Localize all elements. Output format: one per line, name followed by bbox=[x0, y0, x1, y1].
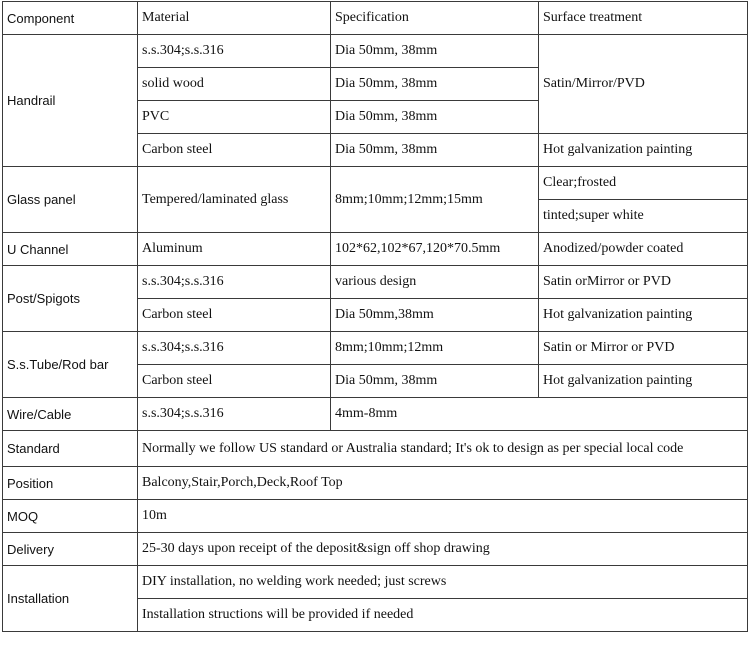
component-delivery: Delivery bbox=[3, 533, 138, 566]
spec-cell: 4mm-8mm bbox=[331, 398, 748, 431]
material-cell: Aluminum bbox=[138, 233, 331, 266]
surface-cell: Satin or Mirror or PVD bbox=[539, 332, 748, 365]
moq-value: 10m bbox=[138, 500, 748, 533]
spec-cell: 8mm;10mm;12mm bbox=[331, 332, 539, 365]
header-component: Component bbox=[3, 2, 138, 35]
spec-cell: Dia 50mm, 38mm bbox=[331, 68, 539, 101]
spec-cell: 102*62,102*67,120*70.5mm bbox=[331, 233, 539, 266]
position-value: Balcony,Stair,Porch,Deck,Roof Top bbox=[138, 467, 748, 500]
material-cell: s.s.304;s.s.316 bbox=[138, 35, 331, 68]
spec-cell: Dia 50mm, 38mm bbox=[331, 101, 539, 134]
header-material: Material bbox=[138, 2, 331, 35]
spec-cell: Dia 50mm, 38mm bbox=[331, 35, 539, 68]
component-u-channel: U Channel bbox=[3, 233, 138, 266]
material-cell: s.s.304;s.s.316 bbox=[138, 398, 331, 431]
table-row bbox=[3, 167, 748, 200]
material-cell: Tempered/laminated glass bbox=[138, 167, 331, 233]
table-row bbox=[3, 431, 748, 467]
spec-cell: Dia 50mm, 38mm bbox=[331, 365, 539, 398]
component-post-spigots: Post/Spigots bbox=[3, 266, 138, 332]
table-row bbox=[3, 467, 748, 500]
material-cell: PVC bbox=[138, 101, 331, 134]
material-cell: s.s.304;s.s.316 bbox=[138, 332, 331, 365]
spec-cell: Dia 50mm, 38mm bbox=[331, 134, 539, 167]
component-handrail: Handrail bbox=[3, 35, 138, 167]
component-tube-rod-bar: S.s.Tube/Rod bar bbox=[3, 332, 138, 398]
product-spec-table bbox=[2, 1, 748, 632]
installation-line-2: Installation structions will be provided if needed bbox=[138, 599, 748, 632]
spec-cell: 8mm;10mm;12mm;15mm bbox=[331, 167, 539, 233]
surface-cell: Satin/Mirror/PVD bbox=[539, 35, 748, 134]
table-row bbox=[3, 332, 748, 365]
surface-cell: Hot galvanization painting bbox=[539, 134, 748, 167]
surface-cell: tinted;super white bbox=[539, 200, 748, 233]
spec-cell: various design bbox=[331, 266, 539, 299]
table-row bbox=[3, 566, 748, 599]
surface-cell: Clear;frosted bbox=[539, 167, 748, 200]
material-cell: s.s.304;s.s.316 bbox=[138, 266, 331, 299]
material-cell: solid wood bbox=[138, 68, 331, 101]
surface-cell: Anodized/powder coated bbox=[539, 233, 748, 266]
table-row bbox=[3, 533, 748, 566]
component-position: Position bbox=[3, 467, 138, 500]
standard-value: Normally we follow US standard or Australia standard; It's ok to design as per special local code bbox=[138, 431, 748, 467]
component-glass-panel: Glass panel bbox=[3, 167, 138, 233]
component-standard: Standard bbox=[3, 431, 138, 467]
material-cell: Carbon steel bbox=[138, 365, 331, 398]
header-specification: Specification bbox=[331, 2, 539, 35]
table-row bbox=[3, 35, 748, 68]
header-row bbox=[3, 2, 748, 35]
header-surface-treatment: Surface treatment bbox=[539, 2, 748, 35]
table-row bbox=[3, 266, 748, 299]
installation-line-1: DIY installation, no welding work needed; just screws bbox=[138, 566, 748, 599]
material-cell: Carbon steel bbox=[138, 299, 331, 332]
table-row bbox=[3, 398, 748, 431]
spec-cell: Dia 50mm,38mm bbox=[331, 299, 539, 332]
table-row bbox=[3, 233, 748, 266]
component-installation: Installation bbox=[3, 566, 138, 632]
component-wire-cable: Wire/Cable bbox=[3, 398, 138, 431]
component-moq: MOQ bbox=[3, 500, 138, 533]
table-row bbox=[3, 500, 748, 533]
surface-cell: Hot galvanization painting bbox=[539, 299, 748, 332]
delivery-value: 25-30 days upon receipt of the deposit&sign off shop drawing bbox=[138, 533, 748, 566]
surface-cell: Satin orMirror or PVD bbox=[539, 266, 748, 299]
material-cell: Carbon steel bbox=[138, 134, 331, 167]
surface-cell: Hot galvanization painting bbox=[539, 365, 748, 398]
